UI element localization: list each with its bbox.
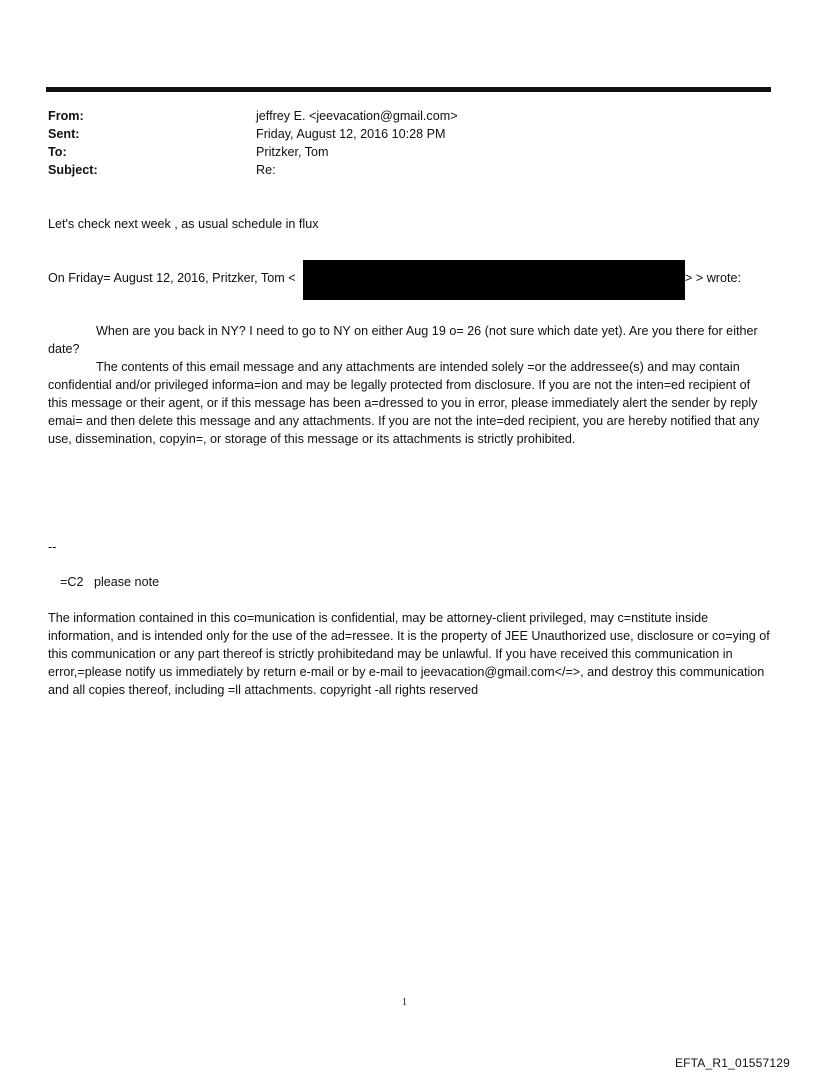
attribution-prefix: On Friday= August 12, 2016, Pritzker, Tom < (48, 271, 296, 285)
quoted-confidentiality: The contents of this email message and any attachments are intended solely =or the addressee(s) and may contain confidential and/or privileged informa=ion and may be legally protected from disclosure. If you are not the inten=ed recipient of this message or their agent, or if this message has been a=dressed to you in error, please immediately alert the sender by reply emai= and then delete this message and any attachments. If you are not the inte=ded recipient, you are hereby notified that any use, dissemination, copyin=, or storage of this message or its attachments is strictly prohibited. (48, 360, 760, 446)
subject-label: Subject: (48, 163, 98, 177)
quoted-question: When are you back in NY? I need to go to NY on either Aug 19 o= 26 (not sure which date yet). Are you there for either date? (48, 324, 758, 356)
attribution-suffix: > > wrote: (685, 271, 742, 285)
to-row (48, 143, 748, 161)
document-id: EFTA_R1_01557129 (674, 1056, 790, 1070)
signature-note: =C2 please note (60, 575, 160, 589)
quote-attribution (48, 269, 296, 287)
sent-value: Friday, August 12, 2016 10:28 PM (256, 127, 446, 141)
quoted-message (48, 322, 760, 448)
email-header (48, 107, 748, 179)
subject-value: Re: (256, 163, 276, 177)
reply-text: Let's check next week , as usual schedule in flux (48, 217, 319, 231)
to-value: Pritzker, Tom (256, 145, 329, 159)
to-label: To: (48, 145, 67, 159)
signature-separator: -- (48, 540, 57, 554)
page-number: 1 (402, 997, 407, 1008)
from-label: From: (48, 109, 84, 123)
header-rule (46, 87, 771, 92)
subject-row (48, 161, 748, 179)
redaction-block (303, 260, 685, 300)
from-row (48, 107, 748, 125)
from-value: jeffrey E. <jeevacation@gmail.com> (256, 109, 458, 123)
sent-row (48, 125, 748, 143)
disclaimer: The information contained in this co=munication is confidential, may be attorney-client privileged, may c=nstitute inside information, and is intended only for the use of the ad=ressee. It is the property of JEE Unauthorized use, disclosure or co=ying of this communication or any part thereof is strictly prohibitedand may be unlawful. If you have received this communication in error,=please notify us immediately by return e-mail or by e-mail to jeevacation@gmail.com</=>, and destroy this communication and all copies thereof, including =ll attachments. copyright -all rights reserved (48, 611, 770, 697)
sent-label: Sent: (48, 127, 80, 141)
